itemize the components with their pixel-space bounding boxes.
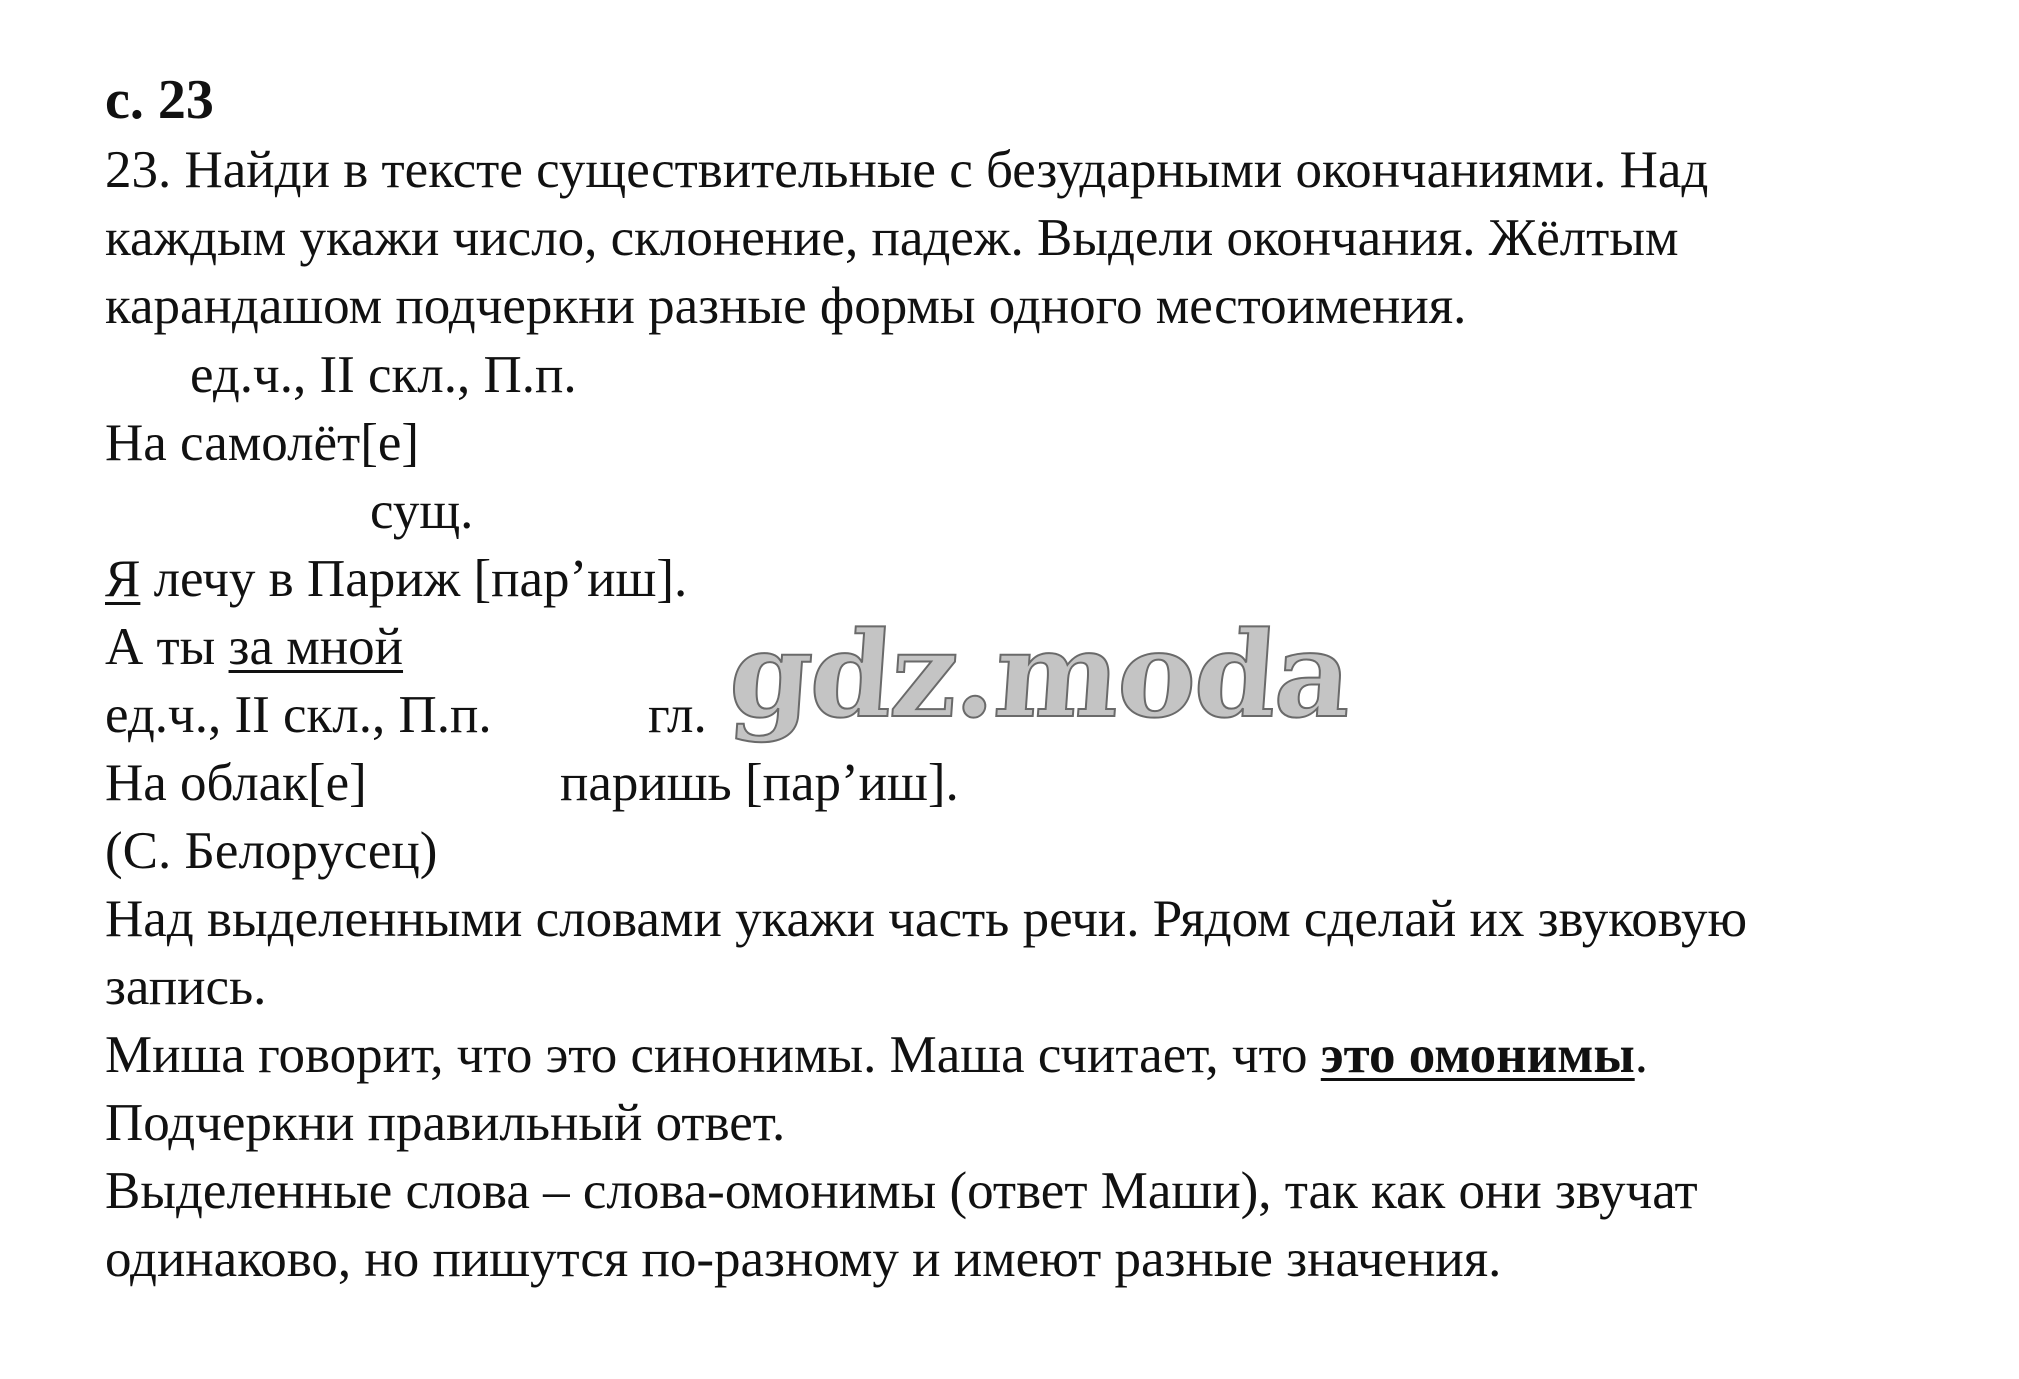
task-3-period: . xyxy=(1634,1026,1648,1084)
conclusion-line-2: одинаково, но пишутся по-разному и имеют разные значения. xyxy=(105,1230,1502,1288)
task-3-statement: Миша говорит, что это синонимы. Маша считает, что xyxy=(105,1026,1321,1084)
poem-line-4-right: паришь [пар’иш]. xyxy=(560,754,959,812)
annotation-noun: сущ. xyxy=(370,482,474,540)
task-text-line-1: 23. Найди в тексте существительные с безударными окончаниями. Над xyxy=(105,141,1709,199)
correct-answer: это омонимы xyxy=(1320,1026,1635,1084)
task-text-line-3: карандашом подчеркни разные формы одного местоимения. xyxy=(105,277,1467,335)
annotation-case-1: ед.ч., II скл., П.п. xyxy=(190,346,577,404)
task-2-line-2: запись. xyxy=(105,958,267,1016)
annotation-case-2: ед.ч., II скл., П.п. xyxy=(105,686,492,744)
poem-line-3 xyxy=(105,617,403,677)
task-3-line-2: Подчеркни правильный ответ. xyxy=(105,1094,786,1152)
watermark: gdz.moda xyxy=(725,605,1355,744)
page-number: с. 23 xyxy=(105,69,214,131)
poem-author: (С. Белорусец) xyxy=(105,822,438,880)
poem-line-2-rest: лечу в Париж [пар’иш]. xyxy=(140,550,688,608)
poem-line-2 xyxy=(105,549,687,609)
task-3-line-1 xyxy=(105,1025,1648,1085)
task-text-line-2: каждым укажи число, склонение, падеж. Выдели окончания. Жёлтым xyxy=(105,209,1679,267)
pronoun-ya: Я xyxy=(105,550,141,608)
poem-line-3-start: А ты xyxy=(105,618,229,676)
pronoun-za-mnoy: за мной xyxy=(228,618,404,676)
poem-line-4-left: На облак[е] xyxy=(105,754,367,812)
task-2-line-1: Над выделенными словами укажи часть речи. Рядом сделай их звуковую xyxy=(105,890,1748,948)
conclusion-line-1: Выделенные слова – слова-омонимы (ответ Маши), так как они звучат xyxy=(105,1162,1698,1220)
poem-line-1: На самолёт[е] xyxy=(105,414,420,472)
annotation-verb: гл. xyxy=(648,686,707,744)
